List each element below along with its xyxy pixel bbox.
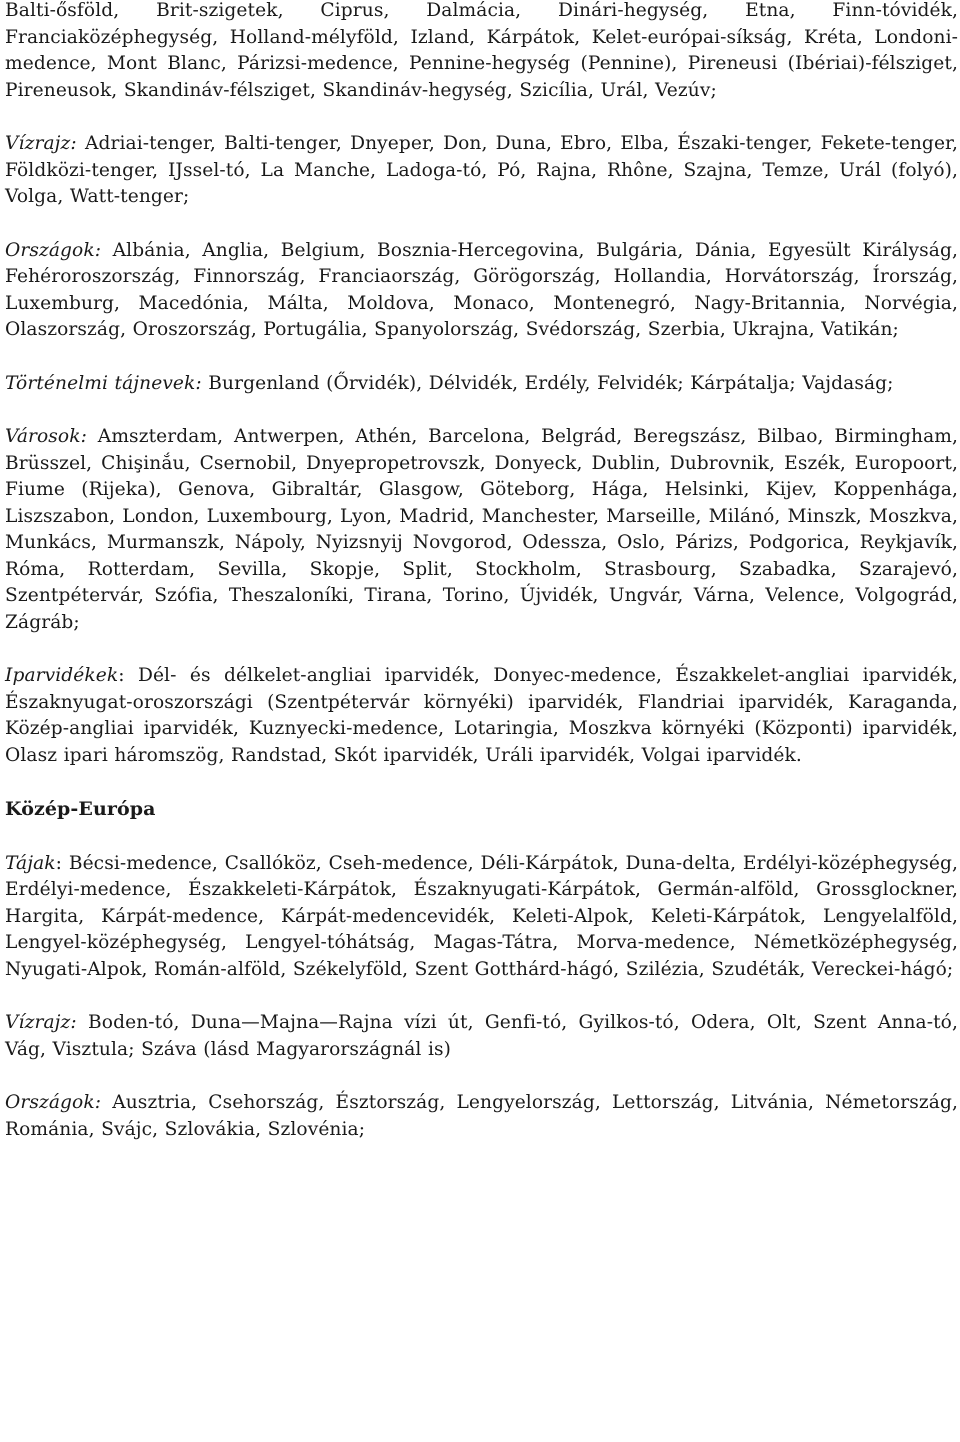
central-europe-heading: Közép-Európa bbox=[5, 798, 156, 820]
regions-label: Tájak bbox=[5, 852, 56, 874]
document-page bbox=[5, 0, 958, 1170]
ce-hydrography-text: Boden-tó, Duna—Majna—Rajna vízi út, Genfi-tó, Gyilkos-tó, Odera, Olt, Szent Anna-tó, Vág, Visztula; Száva (lásd Magyarországnál is) bbox=[5, 1012, 958, 1060]
europe-industrial-regions bbox=[5, 663, 958, 769]
ce-hydrography-label: Vízrajz: bbox=[5, 1012, 77, 1033]
historical-names-label: Történelmi tájnevek: bbox=[5, 372, 202, 394]
europe-countries bbox=[5, 238, 958, 344]
landforms-continuation bbox=[5, 0, 958, 104]
hydrography-text: Adriai-tenger, Balti-tenger, Dnyeper, Don, Duna, Ebro, Elba, Északi-tenger, Fekete-tenger, Földközi-tenger, IJssel-tó, La Manche, Ladoga-tó, Pó, Rajna, Rhône, Szajna, Temze, Urál (folyó), Volga, Watt-tenger; bbox=[5, 133, 958, 207]
central-europe-countries bbox=[5, 1090, 958, 1143]
europe-historical-names bbox=[5, 371, 958, 398]
countries-text: Albánia, Anglia, Belgium, Bosznia-Hercegovina, Bulgária, Dánia, Egyesült Királyság, Fehéroroszország, Finnország, Franciaország, Görögország, Hollandia, Horvátország, Írország, Luxemburg, Macedónia, Málta, Moldova, Monaco, Montenegró, Nagy-Britannia, Norvégia, Olaszország, Oroszország, Portugália, Spanyolország, Svédország, Szerbia, Ukrajna, Vatikán; bbox=[5, 239, 958, 340]
historical-names-text: Burgenland (Őrvidék), Délvidék, Erdély, Felvidék; Kárpátalja; Vajdaság; bbox=[201, 372, 894, 394]
cities-label: Városok: bbox=[5, 426, 87, 447]
industrial-regions-text: : Dél- és délkelet-angliai iparvidék, Donyec-medence, Északkelet-angliai iparvidék, Északnyugat-oroszországi (Szentpétervár környéki) iparvidék, Flandriai iparvidék, Karaganda, Közép-angliai iparvidék, Kuznyecki-medence, Lotaringia, Moszkva környéki (Központi) iparvidék, Olasz ipari háromszög, Randstad, Skót iparvidék, Uráli iparvidék, Volgai iparvidék. bbox=[5, 665, 958, 766]
central-europe-hydrography bbox=[5, 1010, 958, 1063]
regions-text: : Bécsi-medence, Csallóköz, Cseh-medence, Déli-Kárpátok, Duna-delta, Erdélyi-középhegység, Erdélyi-medence, Északkeleti-Kárpátok, Északnyugati-Kárpátok, Germán-alföld, Grossglockner, Hargita, Kárpát-medence, Kárpát-medencevidék, Keleti-Alpok, Keleti-Kárpátok, Lengyelalföld, Lengyel-középhegység, Lengyel-tóhátság, Magas-Tátra, Morva-medence, Németközéphegység, Nyugati-Alpok, Román-alföld, Székelyföld, Szent Gotthárd-hágó, Szilézia, Szudéták, Vereckei-hágó; bbox=[5, 852, 958, 980]
europe-hydrography bbox=[5, 131, 958, 211]
hydrography-label: Vízrajz: bbox=[5, 133, 77, 154]
landforms-text: Balti-ősföld, Brit-szigetek, Ciprus, Dalmácia, Dinári-hegység, Etna, Finn-tóvidék, Franciaközéphegység, Holland-mélyföld, Izland, Kárpátok, Kelet-európai-síkság, Kréta, Londoni-medence, Mont Blanc, Párizsi-medence, Pennine-hegység (Pennine), Pireneusi (Ibériai)-félsziget, Pireneusok, Skandináv-félsziget, Skandináv-hegység, Szicília, Urál, Vezúv; bbox=[5, 0, 958, 101]
central-europe-regions bbox=[5, 851, 958, 984]
industrial-regions-label: Iparvidékek bbox=[5, 665, 119, 686]
europe-cities bbox=[5, 424, 958, 636]
ce-countries-text: Ausztria, Csehország, Észtország, Lengyelország, Lettország, Litvánia, Németország, Románia, Svájc, Szlovákia, Szlovénia; bbox=[5, 1092, 958, 1140]
cities-text: Amszterdam, Antwerpen, Athén, Barcelona, Belgrád, Beregszász, Bilbao, Birmingham, Brüsszel, Chişinắu, Csernobil, Dnyepropetrovszk, Donyeck, Dublin, Dubrovnik, Eszék, Europoort, Fiume (Rijeka), Genova, Gibraltár, Glasgow, Göteborg, Hága, Helsinki, Kijev, Koppenhága, Liszszabon, London, Luxembourg, Lyon, Madrid, Manchester, Marseille, Milánó, Minszk, Moszkva, Munkács, Murmanszk, Nápoly, Nyizsnyij Novgorod, Odessza, Oslo, Párizs, Podgorica, Reykjavík, Róma, Rotterdam, Sevilla, Skopje, Split, Stockholm, Strasbourg, Szabadka, Szarajevó, Szentpétervár, Szófia, Theszaloníki, Tirana, Torino, Újvidék, Ungvár, Várna, Velence, Volgográd, Zágráb; bbox=[5, 426, 958, 633]
ce-countries-label: Országok: bbox=[5, 1092, 102, 1113]
countries-label: Országok: bbox=[5, 239, 102, 261]
